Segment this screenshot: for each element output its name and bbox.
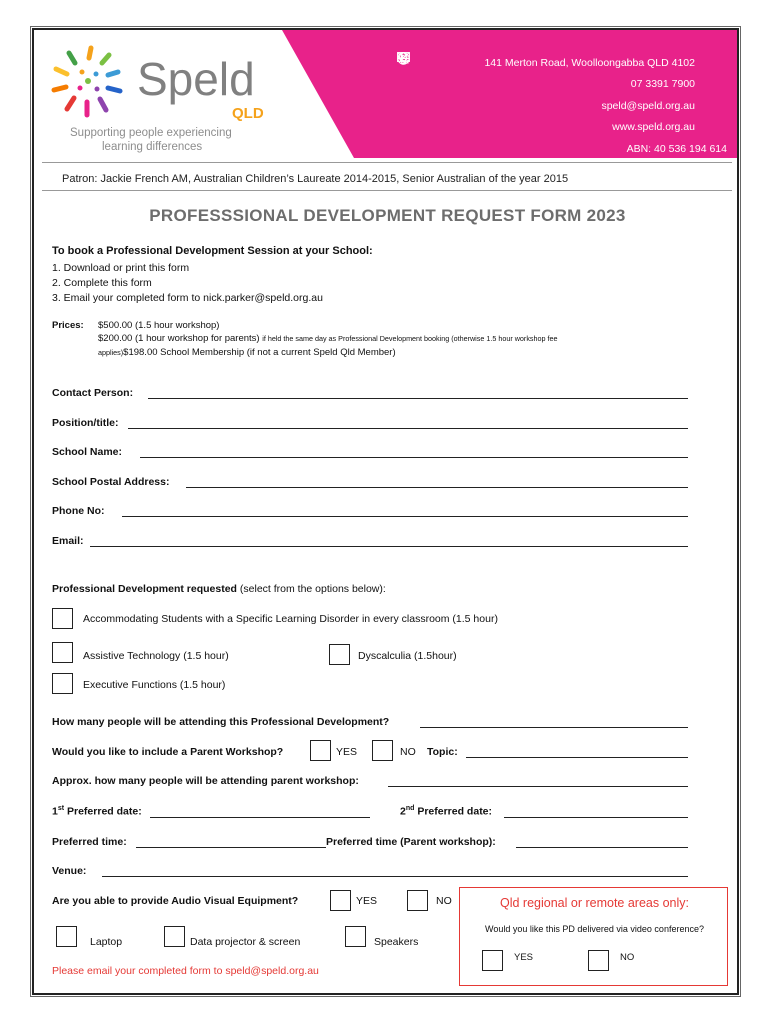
pd-heading-main: Professional Development requested — [52, 583, 237, 595]
phone-label: Phone No: — [52, 505, 105, 517]
header-divider — [42, 162, 732, 163]
logo-wordmark: Speld — [137, 53, 255, 105]
email-label: Email: — [52, 535, 84, 547]
topic-label: Topic: — [427, 746, 458, 758]
price-line-2-main: $200.00 (1 hour workshop for parents) — [98, 333, 260, 344]
venue-field[interactable] — [102, 876, 688, 877]
how-many-label: How many people will be attending this Professional Development? — [52, 716, 390, 728]
parent-workshop-yes-checkbox[interactable] — [310, 740, 331, 761]
second-date-num: 2 — [400, 805, 406, 818]
prices-label: Prices: — [52, 320, 84, 331]
av-yes-label: YES — [356, 895, 378, 907]
contact-website — [397, 117, 727, 139]
av-no-checkbox[interactable] — [407, 890, 428, 911]
pref-time-parent-field[interactable] — [516, 847, 688, 848]
website-text: www.speld.org.au — [612, 121, 695, 134]
parent-workshop-label: Would you like to include a Parent Workshop? — [52, 746, 284, 758]
executive-checkbox[interactable] — [52, 673, 73, 694]
topic-field[interactable] — [466, 757, 688, 758]
second-date-label — [400, 805, 492, 818]
pref-time-label: Preferred time: — [52, 836, 127, 848]
pref-time-field[interactable] — [136, 847, 326, 848]
position-label: Position/title: — [52, 417, 119, 429]
price-line-3 — [98, 347, 396, 358]
venue-label: Venue: — [52, 865, 87, 877]
email-text: speld@speld.org.au — [601, 99, 695, 112]
regional-yes-checkbox[interactable] — [482, 950, 503, 971]
logo-region: QLD — [232, 105, 264, 122]
abn-text: ABN: 40 536 194 614 — [626, 142, 727, 155]
contact-address — [397, 52, 727, 74]
regional-box — [459, 887, 728, 986]
speakers-checkbox[interactable] — [345, 926, 366, 947]
first-date-label — [52, 805, 142, 818]
speakers-label: Speakers — [374, 936, 419, 948]
accommodating-checkbox[interactable] — [52, 608, 73, 629]
first-date-num: 1 — [52, 805, 58, 818]
booking-heading: To book a Professional Development Session at your School: — [52, 245, 373, 257]
step-3: 3. Email your completed form to nick.parker@speld.org.au — [52, 292, 323, 304]
price-line-2 — [98, 333, 558, 344]
pd-heading-note: (select from the options below): — [239, 583, 386, 595]
header-banner — [34, 30, 739, 162]
parent-attend-field[interactable] — [388, 786, 688, 787]
dyscalculia-label: Dyscalculia (1.5hour) — [358, 650, 457, 662]
patron-divider — [42, 190, 732, 191]
laptop-label: Laptop — [90, 936, 123, 948]
projector-label: Data projector & screen — [190, 936, 301, 948]
first-date-sup: st — [57, 805, 65, 812]
price-line-1: $500.00 (1.5 hour workshop) — [98, 320, 220, 331]
parent-workshop-no-checkbox[interactable] — [372, 740, 393, 761]
address-text: 141 Merton Road, Woolloongabba QLD 4102 — [484, 56, 695, 69]
contact-list — [397, 52, 727, 160]
parent-workshop-no-label: NO — [400, 746, 416, 758]
dyscalculia-checkbox[interactable] — [329, 644, 350, 665]
logo-tagline-1: Supporting people experiencing — [70, 127, 232, 139]
form-page — [32, 28, 739, 995]
accommodating-label: Accommodating Students with a Specific Learning Disorder in every classroom (1.5 hour) — [83, 613, 498, 625]
first-date-field[interactable] — [150, 817, 370, 818]
contact-person-label: Contact Person: — [52, 387, 134, 399]
position-field[interactable] — [128, 428, 688, 429]
form-title: PROFESSSIONAL DEVELOPMENT REQUEST FORM 2023 — [149, 206, 626, 225]
av-no-label: NO — [436, 895, 452, 907]
logo-burst-icon — [42, 44, 137, 124]
pd-heading — [52, 583, 386, 595]
price-line-3-note: applies) — [98, 348, 124, 357]
regional-no-label: NO — [620, 952, 635, 963]
regional-title: Qld regional or remote areas only: — [500, 896, 689, 910]
contact-person-field[interactable] — [148, 398, 688, 399]
assistive-label: Assistive Technology (1.5 hour) — [83, 650, 229, 662]
patron-line: Patron: Jackie French AM, Australian Children’s Laureate 2014-2015, Senior Australian of the year 2015 — [62, 173, 569, 185]
executive-label: Executive Functions (1.5 hour) — [83, 679, 226, 691]
logo-tagline-2: learning differences — [102, 141, 203, 153]
email-field[interactable] — [90, 546, 688, 547]
first-date-text: Preferred date: — [67, 805, 142, 818]
contact-phone — [397, 74, 727, 96]
price-line-2-note: if held the same day as Professional Development booking (otherwise 1.5 hour workshop fee — [262, 334, 558, 343]
regional-yes-label: YES — [514, 952, 534, 963]
contact-abn — [397, 138, 727, 160]
footer-email-note: Please email your completed form to speld@speld.org.au — [52, 965, 319, 977]
regional-question: Would you like this PD delivered via video conference? — [485, 924, 704, 934]
pref-time-parent-label: Preferred time (Parent workshop): — [326, 836, 496, 848]
second-date-field[interactable] — [504, 817, 688, 818]
regional-no-checkbox[interactable] — [588, 950, 609, 971]
school-name-field[interactable] — [140, 457, 688, 458]
school-name-label: School Name: — [52, 446, 123, 458]
second-date-sup: nd — [405, 805, 415, 812]
parent-attend-label: Approx. how many people will be attending parent workshop: — [52, 775, 359, 787]
phone-field[interactable] — [122, 516, 688, 517]
second-date-text: Preferred date: — [417, 805, 493, 818]
phone-text: 07 3391 7900 — [630, 78, 695, 91]
step-1: 1. Download or print this form — [52, 262, 190, 274]
postal-address-field[interactable] — [186, 487, 688, 488]
price-line-3-main: $198.00 School Membership (if not a current Speld Qld Member) — [123, 347, 396, 358]
av-yes-checkbox[interactable] — [330, 890, 351, 911]
av-question: Are you able to provide Audio Visual Equipment? — [52, 895, 299, 907]
how-many-field[interactable] — [420, 727, 688, 728]
contact-email — [397, 95, 727, 117]
assistive-checkbox[interactable] — [52, 642, 73, 663]
projector-checkbox[interactable] — [164, 926, 185, 947]
step-2: 2. Complete this form — [52, 277, 152, 289]
laptop-checkbox[interactable] — [56, 926, 77, 947]
speld-logo — [42, 42, 292, 152]
postal-address-label: School Postal Address: — [52, 476, 170, 488]
parent-workshop-yes-label: YES — [336, 746, 358, 758]
